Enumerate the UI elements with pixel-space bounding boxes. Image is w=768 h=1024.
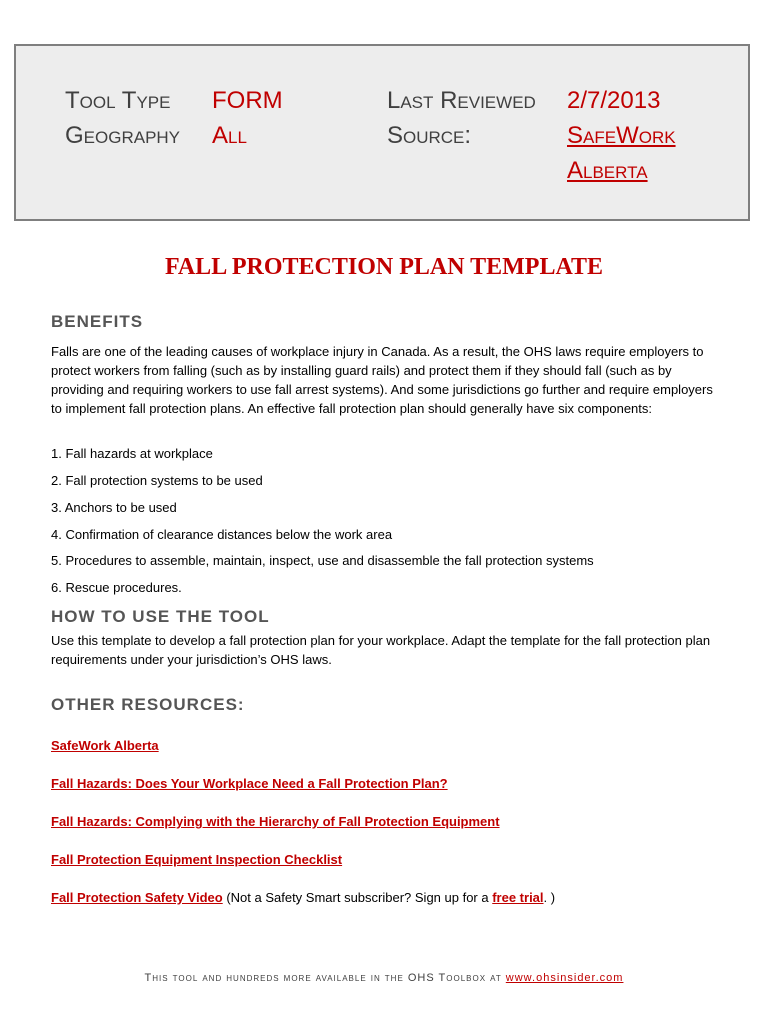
list-item: 1. Fall hazards at workplace <box>51 446 213 461</box>
resource-link-fall-hazards-plan[interactable]: Fall Hazards: Does Your Workplace Need a Fall Protection Plan? <box>51 776 448 791</box>
benefits-paragraph: Falls are one of the leading causes of workplace injury in Canada. As a result, the OHS laws require employers to protect workers from falling (such as by installing guard rails) and protect them if they should fall (such as by providing and requiring workers to use fall arrest systems). And some jurisdictions go further and require employers to implement fall protection plans. An effective fall protection plan should generally have six components: <box>51 344 713 416</box>
resource-link-inspection-checklist[interactable]: Fall Protection Equipment Inspection Checklist <box>51 852 343 867</box>
source-link-line2[interactable]: Alberta <box>567 157 648 184</box>
last-reviewed-value: 2/7/2013 <box>567 87 661 114</box>
tool-info-box <box>14 44 750 221</box>
resource-item <box>51 774 448 793</box>
tool-type-label: Tool Type <box>65 87 171 114</box>
footer-text: This tool and hundreds more available in the OHS Toolbox at <box>144 972 506 984</box>
resource-link-hierarchy[interactable]: Fall Hazards: Complying with the Hierarchy of Fall Protection Equipment <box>51 814 500 829</box>
resource-item <box>51 850 342 869</box>
footer <box>0 972 768 984</box>
resource-item <box>51 736 159 755</box>
list-item: 4. Confirmation of clearance distances below the work area <box>51 527 393 542</box>
geography-label: Geography <box>65 122 181 149</box>
benefits-heading: BENEFITS <box>51 312 144 331</box>
resource-item-video <box>51 888 555 907</box>
geography-value: All <box>212 122 247 149</box>
source-link-line1[interactable]: SafeWork <box>567 122 676 149</box>
video-note-end: . ) <box>543 890 556 905</box>
how-to-heading: HOW TO USE THE TOOL <box>51 607 270 626</box>
resource-link-safework-alberta[interactable]: SafeWork Alberta <box>51 738 159 753</box>
list-item: 6. Rescue procedures. <box>51 580 182 595</box>
page-title: FALL PROTECTION PLAN TEMPLATE <box>164 254 604 280</box>
footer-link[interactable]: www.ohsinsider.com <box>505 972 624 984</box>
video-note-text: (Not a Safety Smart subscriber? Sign up for a <box>222 890 493 905</box>
resource-link-safety-video[interactable]: Fall Protection Safety Video <box>51 890 223 905</box>
source-label: Source: <box>387 122 472 149</box>
resources-heading: OTHER RESOURCES: <box>51 695 245 714</box>
resource-item <box>51 812 500 831</box>
list-item: 5. Procedures to assemble, maintain, inspect, use and disassemble the fall protection systems <box>51 553 594 568</box>
how-to-paragraph: Use this template to develop a fall protection plan for your workplace. Adapt the template for the fall protection plan requirements under your jurisdiction’s OHS laws. <box>51 633 711 667</box>
list-item: 3. Anchors to be used <box>51 500 177 515</box>
tool-type-value: FORM <box>212 87 283 114</box>
list-item: 2. Fall protection systems to be used <box>51 473 263 488</box>
free-trial-link[interactable]: free trial <box>492 890 544 905</box>
last-reviewed-label: Last Reviewed <box>387 87 536 114</box>
